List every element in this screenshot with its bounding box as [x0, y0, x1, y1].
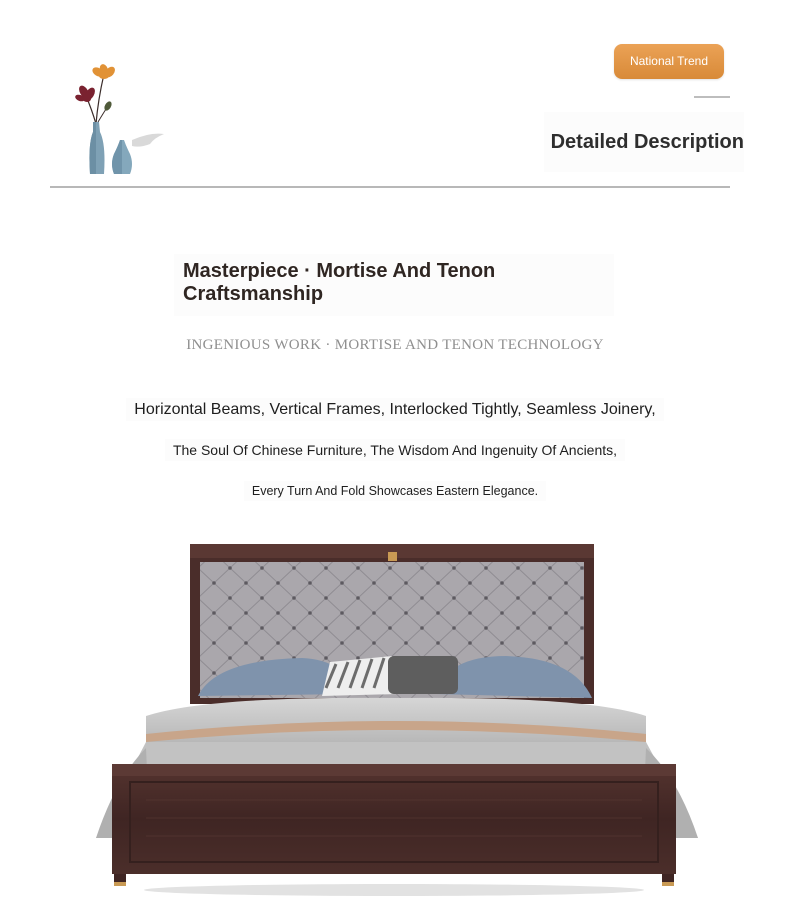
national-trend-badge[interactable]: National Trend: [614, 44, 724, 79]
description-line-3: Every Turn And Fold Showcases Eastern Elegance.: [0, 484, 790, 498]
description-line-2: The Soul Of Chinese Furniture, The Wisdom And Ingenuity Of Ancients,: [0, 442, 790, 458]
main-heading: Masterpiece · Mortise And Tenon Craftsmanship: [174, 254, 614, 316]
subheading: INGENIOUS WORK · MORTISE AND TENON TECHNOLOGY: [186, 337, 604, 353]
bed-product-image: [86, 538, 706, 898]
vase-with-flowers-icon: [70, 60, 170, 178]
section-title: Detailed Description: [544, 112, 744, 172]
divider: [694, 96, 730, 98]
description-line-1: Horizontal Beams, Vertical Frames, Interlocked Tightly, Seamless Joinery,: [0, 401, 790, 419]
header-divider: [50, 186, 730, 188]
